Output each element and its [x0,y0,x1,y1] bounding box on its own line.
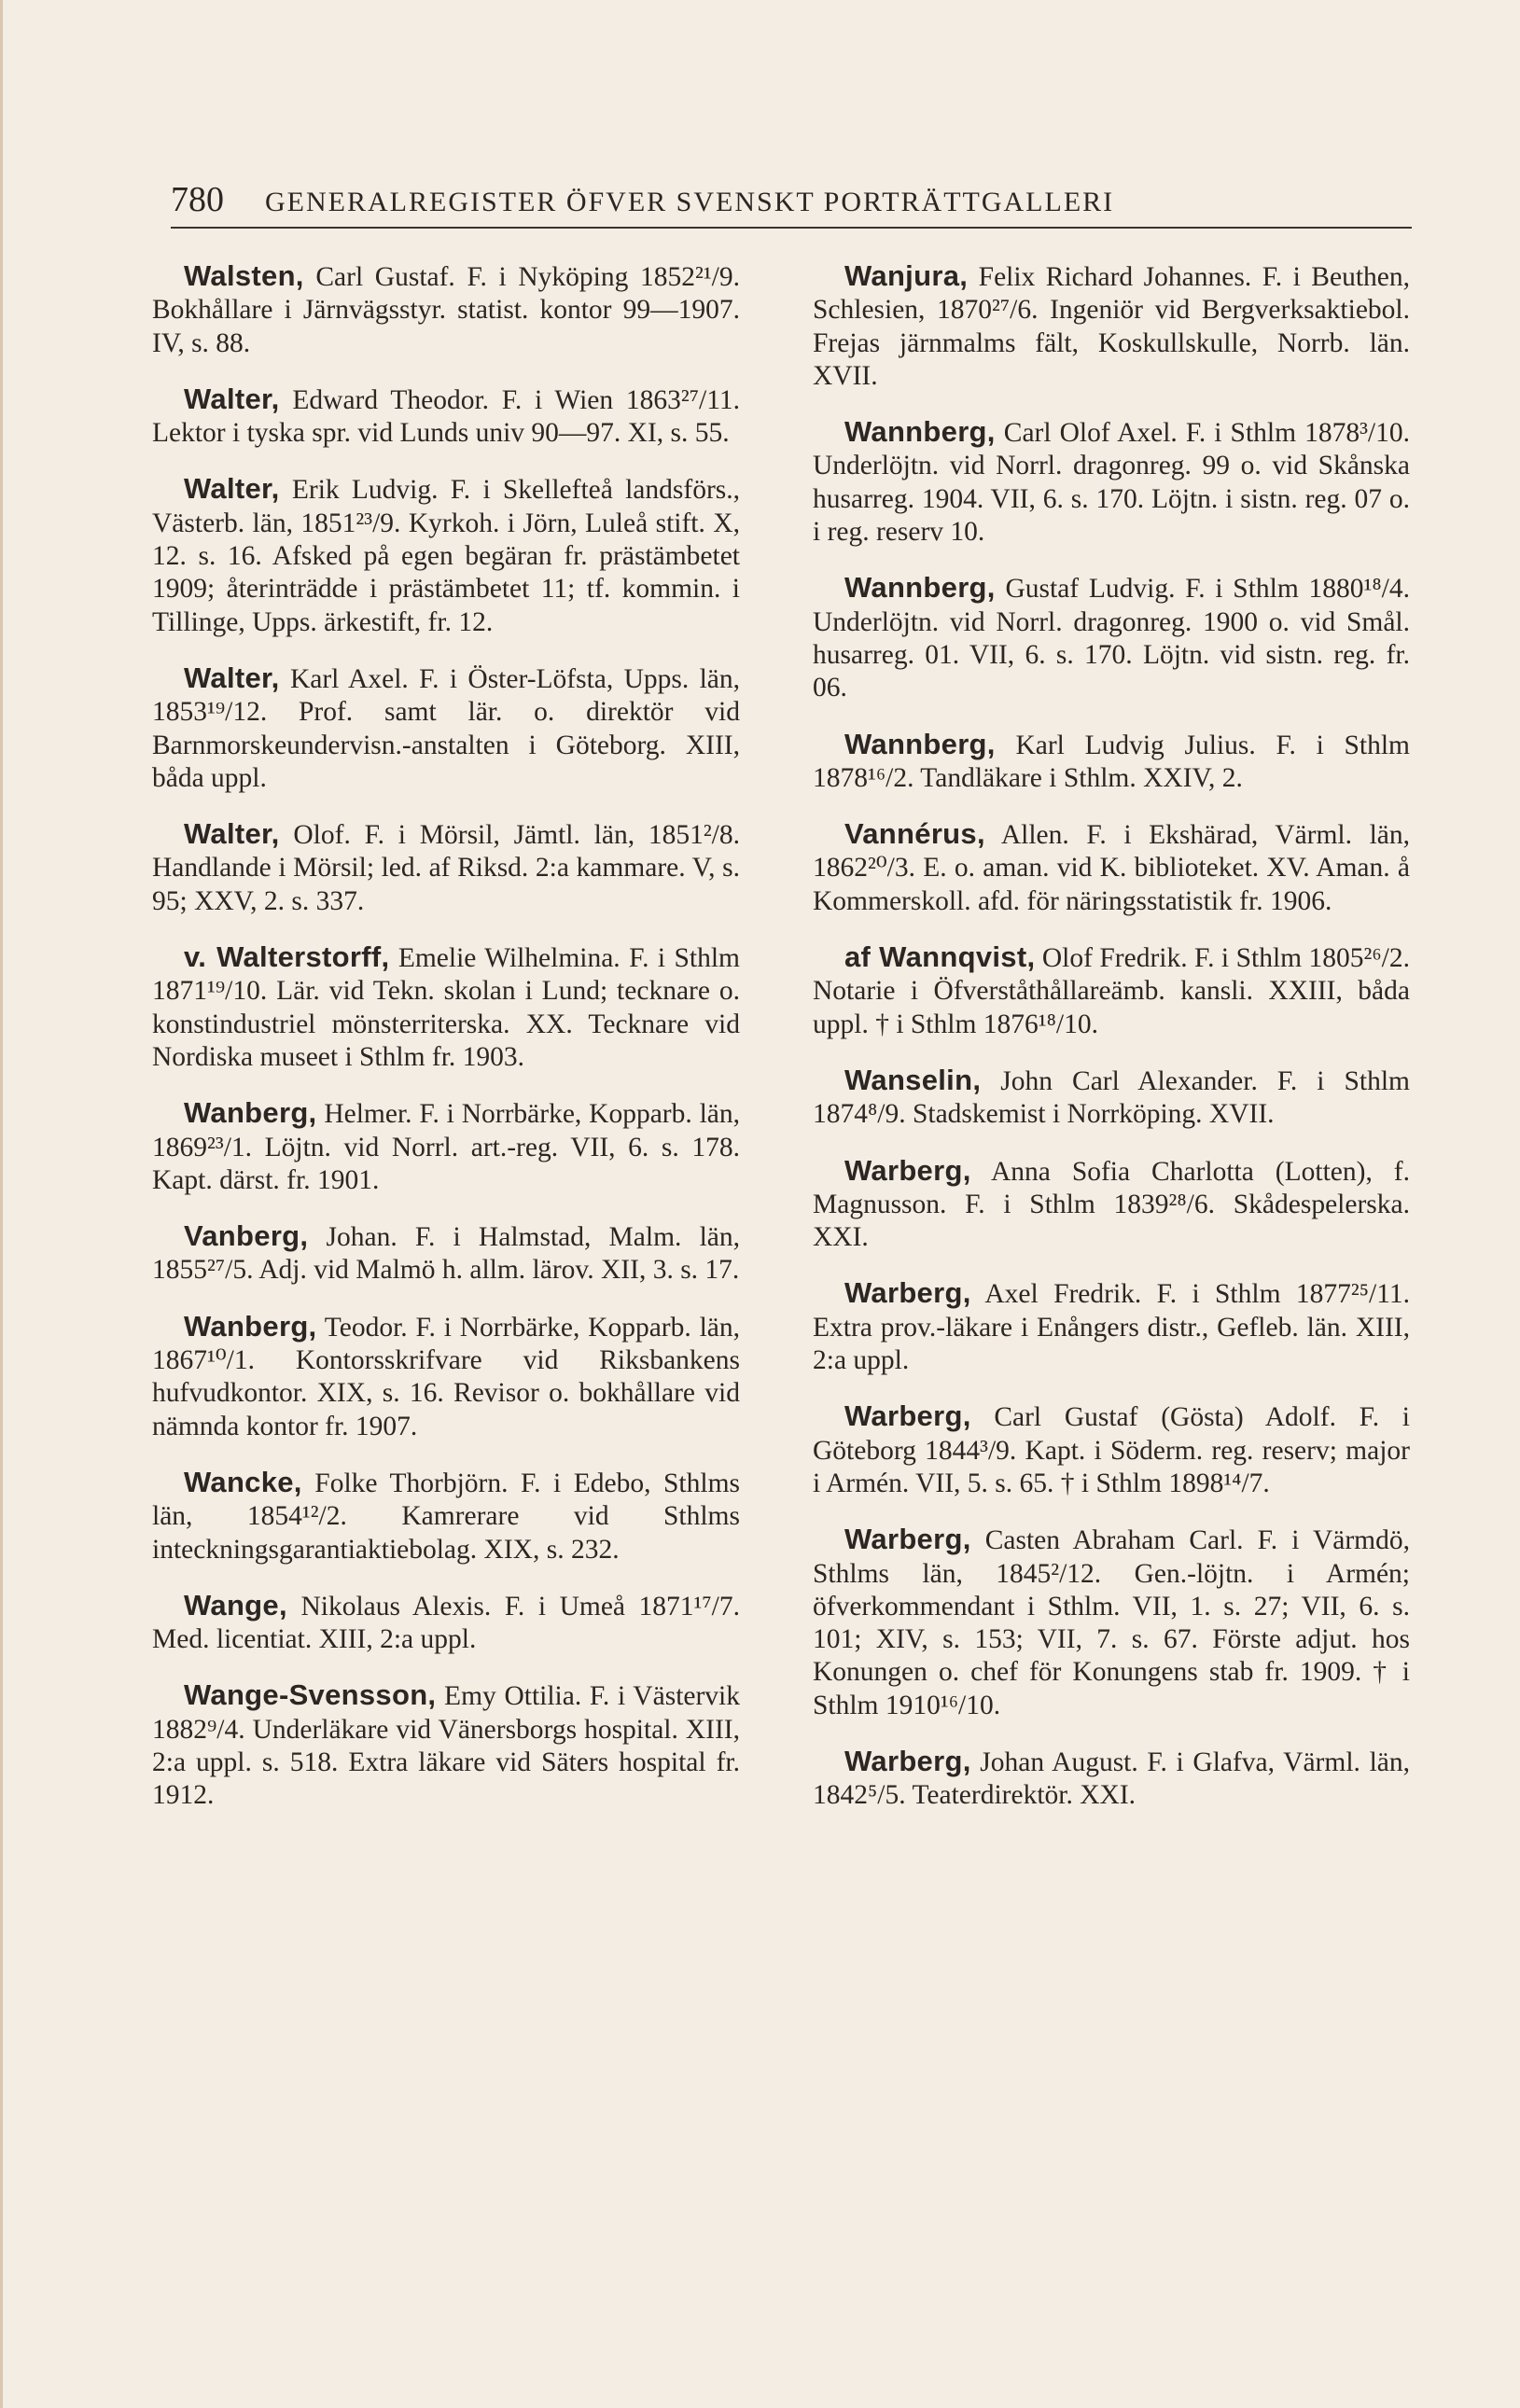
entry-text: Folke Thorbjörn. F. i Edebo, Sthlms län, 1854¹²/2. Kamrerare vid Sthlms inteckningsgarantiaktiebolag. XIX, s. 232. [152,1468,740,1565]
entry-name: Wannberg, [844,415,996,449]
register-entry [813,571,1410,704]
register-entry [152,259,740,360]
register-entry [813,940,1410,1041]
register-entry [152,1096,740,1197]
register-entry [813,1064,1410,1132]
entry-text: Casten Abraham Carl. F. i Värmdö, Sthlms län, 1845²/12. Gen.-löjtn. i Armén; öfverkommendant i Sthlm. VII, 1. s. 27; VII, 6. s. 101; XIV, s. 153; VII, 7. s. 67. Förste adjut. hos Konungen o. chef för Konungens stab fr. 1909. † i Sthlm 1910¹⁶/10. [813,1525,1411,1720]
register-entry [152,817,740,918]
register-entry [813,1154,1410,1255]
header-rule [171,227,1412,229]
entry-name: Warberg, [844,1744,971,1777]
entry-name: af Wannqvist, [844,940,1036,974]
entry-text: Emelie Wilhelmina. F. i Sthlm 1871¹⁹/10. Lär. vid Tekn. skolan i Lund; tecknare o. konstindustriel mönsterriterska. XX. Tecknare vid Nordiska museet i Sthlm fr. 1903. [152,943,740,1072]
entry-name: Warberg, [844,1399,971,1433]
entry-text: Carl Gustaf (Gösta) Adolf. F. i Göteborg 1844³/9. Kapt. i Söderm. reg. reserv; major i Armén. VII, 5. s. 65. † i Sthlm 1898¹⁴/7. [813,1402,1410,1498]
register-entry [813,1399,1410,1500]
entry-name: Warberg, [844,1276,971,1310]
register-entry [152,383,740,451]
entry-text: Emy Ottilia. F. i Västervik 1882⁹/4. Underläkare vid Vänersborgs hospital. XIII, 2:a uppl. s. 518. Extra läkare vid Säters hospital fr. 1912. [152,1681,740,1811]
entry-name: Wancke, [184,1465,302,1498]
entry-name: Wange, [184,1588,287,1622]
entry-text: Karl Axel. F. i Öster-Löfsta, Upps. län, 1853¹⁹/12. Prof. samt lär. o. direktör vid Barnmorskeundervisn.-anstalten i Göteborg. XIII, båda uppl. [152,663,740,793]
entry-text: John Carl Alexander. F. i Sthlm 1874⁸/9. Stadskemist i Norrköping. XVII. [813,1065,1411,1130]
entry-name: Vannérus, [844,817,985,851]
register-entry [152,1589,740,1657]
entry-name: Walter, [184,382,280,415]
entry-name: Wannberg, [844,727,996,760]
register-entry [152,1678,740,1812]
left-column [152,259,740,1835]
entry-name: Walsten, [184,259,304,292]
entry-text: Carl Gustaf. F. i Nyköping 1852²¹/9. Bokhållare i Järnvägsstyr. statist. kontor 99—1907. IV, s. 88. [152,262,740,358]
entry-name: Wanjura, [844,259,969,292]
register-entry [152,472,740,638]
register-entry [152,661,740,795]
register-entry [152,940,740,1074]
entry-text: Teodor. F. i Norrbärke, Kopparb. län, 1867¹⁰/1. Kontorsskrifvare vid Riksbankens hufvudkontor. XIX, s. 16. Revisor o. bokhållare vid nämnda kontor fr. 1907. [152,1312,740,1441]
entry-name: v. Walterstorff, [184,940,390,974]
entry-text: Gustaf Ludvig. F. i Sthlm 1880¹⁸/4. Underlöjtn. vid Norrl. dragonreg. 1900 o. vid Smål. husarreg. 01. VII, 6. s. 170. Löjtn. vid sistn. reg. fr. 06. [813,574,1410,703]
register-entry [813,728,1410,796]
entry-name: Warberg, [844,1153,971,1187]
register-entry [152,1466,740,1566]
entry-text: Olof Fredrik. F. i Sthlm 1805²⁶/2. Notarie i Öfverståthållareämb. kansli. XXIII, båda uppl. † i Sthlm 1876¹⁸/10. [813,943,1411,1039]
entry-text: Nikolaus Alexis. F. i Umeå 1871¹⁷/7. Med. licentiat. XIII, 2:a uppl. [152,1591,741,1655]
page-header [171,179,1412,220]
register-entry [813,259,1410,393]
entry-name: Warberg, [844,1523,971,1556]
entry-name: Walter, [184,817,280,851]
page-number: 780 [171,180,224,219]
entry-text: Anna Sofia Charlotta (Lotten), f. Magnusson. F. i Sthlm 1839²⁸/6. Skådespelerska. XXI. [813,1156,1410,1253]
register-entry [152,1310,740,1443]
entry-text: Johan. F. i Halmstad, Malm. län, 1855²⁷/5. Adj. vid Malmö h. allm. lärov. XII, 3. s. 17. [152,1222,741,1286]
entry-text: Erik Ludvig. F. i Skellefteå landsförs., Västerb. län, 1851²³/9. Kyrkoh. i Jörn, Luleå stift. X, 12. s. 16. Afsked på egen begäran fr. prästämbetet 1909; återinträdde i prästämbetet 11; tf. kommin. i Tillinge, Upps. ärkestift, fr. 12. [152,475,740,637]
entry-name: Walter, [184,472,280,506]
register-entry [813,817,1410,918]
entry-text: Edward Theodor. F. i Wien 1863²⁷/11. Lektor i tyska spr. vid Lunds univ 90—97. XI, s. 55. [152,384,740,449]
register-entry [813,415,1410,549]
register-entry [813,1745,1410,1813]
entry-text: Helmer. F. i Norrbärke, Kopparb. län, 1869²³/1. Löjtn. vid Norrl. art.-reg. VII, 6. s. 178. Kapt. därst. fr. 1901. [152,1099,741,1195]
entry-name: Wange-Svensson, [184,1678,437,1712]
entry-text: Axel Fredrik. F. i Sthlm 1877²⁵/11. Extra prov.-läkare i Enångers distr., Gefleb. län. XIII, 2:a uppl. [813,1279,1410,1376]
entry-name: Wanberg, [184,1096,317,1130]
register-entry [813,1523,1410,1722]
register-entry [813,1276,1410,1377]
entry-name: Walter, [184,661,280,694]
entry-text: Felix Richard Johannes. F. i Beuthen, Schlesien, 1870²⁷/6. Ingeniör vid Bergverksaktiebol. Frejas järnmalms fält, Koskullskulle, Norrb. län. XVII. [813,262,1410,391]
entry-text: Olof. F. i Mörsil, Jämtl. län, 1851²/8. Handlande i Mörsil; led. af Riksd. 2:a kammare. V, s. 95; XXV, 2. s. 337. [152,820,741,916]
entry-name: Vanberg, [184,1219,309,1253]
right-column [813,259,1410,1835]
entry-text: Carl Olof Axel. F. i Sthlm 1878³/10. Underlöjtn. vid Norrl. dragonreg. 99 o. vid Skånska husarreg. 1904. VII, 6. s. 170. Löjtn. i sistn. reg. 07 o. i reg. reserv 10. [813,418,1410,548]
entry-text: Johan August. F. i Glafva, Värml. län, 1842⁵/5. Teaterdirektör. XXI. [813,1747,1410,1811]
entry-name: Wanberg, [184,1309,317,1343]
entry-text: Karl Ludvig Julius. F. i Sthlm 1878¹⁶/2. Tandläkare i Sthlm. XXIV, 2. [813,730,1410,793]
entry-name: Wannberg, [844,571,996,605]
register-entry [152,1219,740,1288]
entry-name: Wanselin, [844,1063,982,1096]
running-title: GENERALREGISTER ÖFVER SVENSKT PORTRÄTTGALLERI [265,187,1115,217]
entry-text: Allen. F. i Ekshärad, Värml. län, 1862²⁰/3. E. o. aman. vid K. biblioteket. XV. Aman. å Kommerskoll. afd. för näringsstatistik fr. 1906. [813,820,1410,916]
